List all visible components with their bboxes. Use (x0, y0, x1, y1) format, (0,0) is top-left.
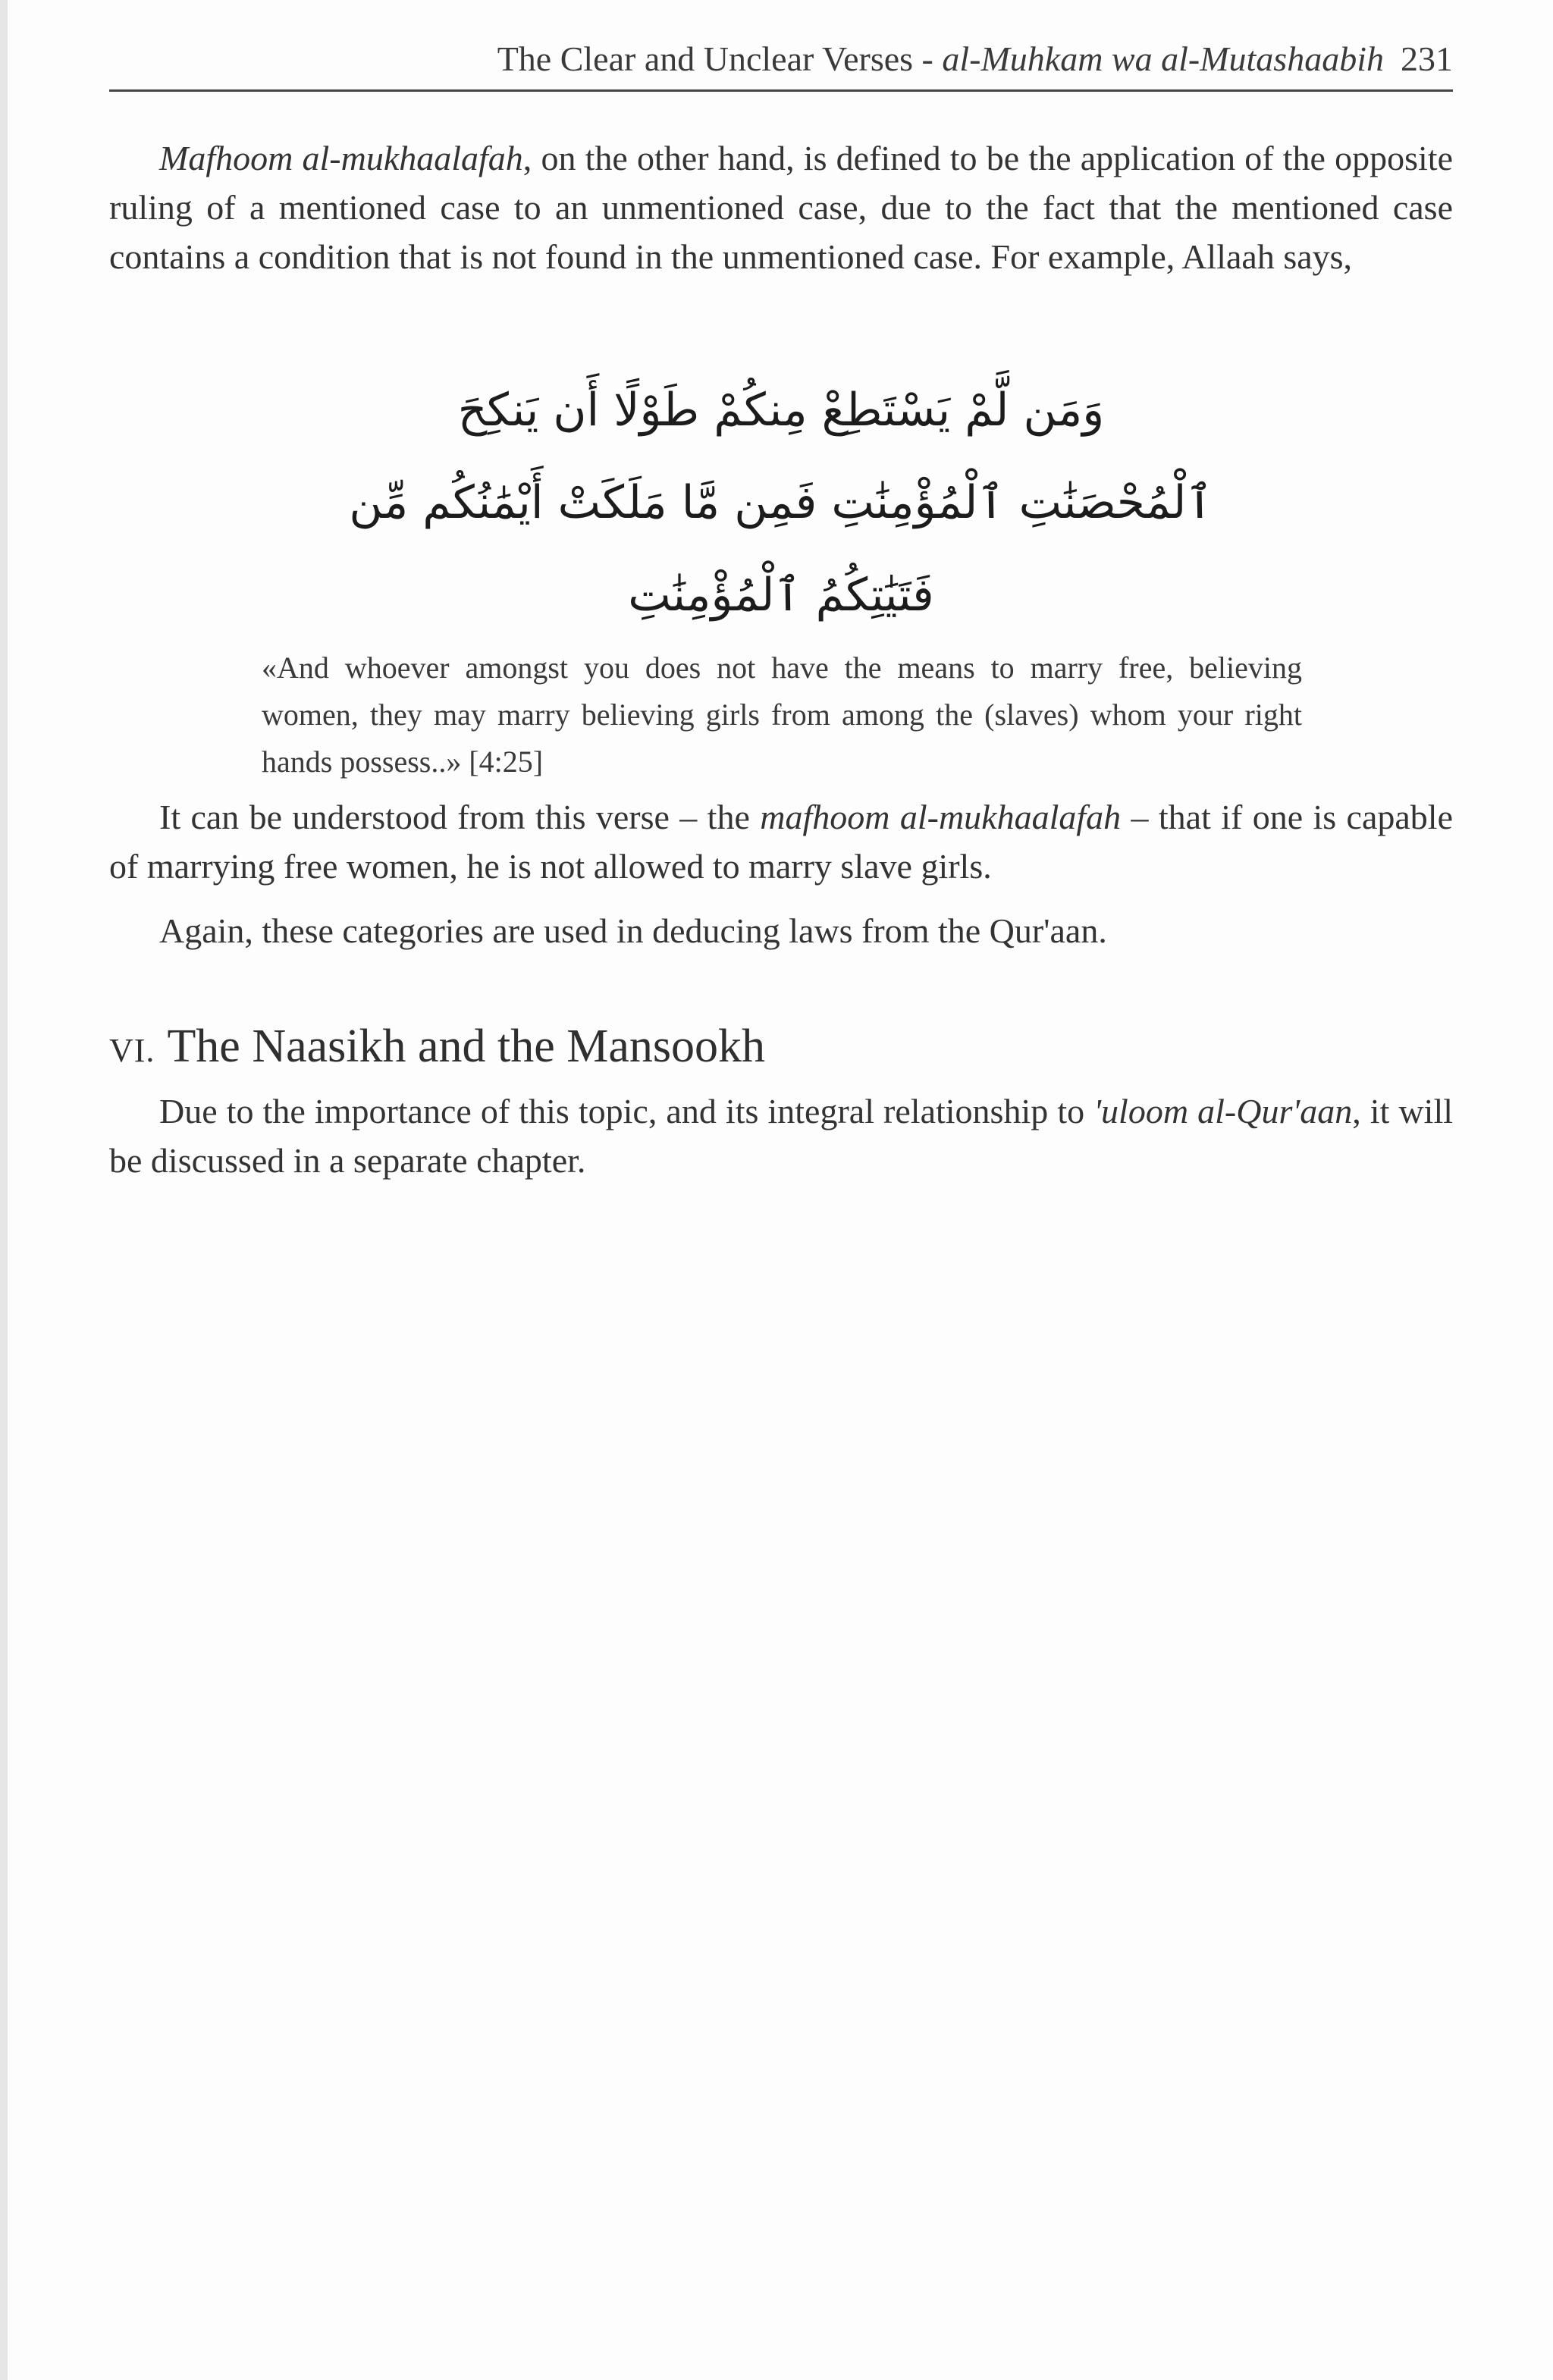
page-number: 231 (1401, 39, 1453, 78)
term-uloom-al-quraan: 'uloom al-Qur'aan (1093, 1092, 1353, 1130)
section-heading (109, 1012, 1453, 1080)
arabic-verse-line-3: فَتَيَٰتِكُمُ ٱلْمُؤْمِنَٰتِ (628, 569, 934, 622)
paragraph-naasikh (109, 1087, 1453, 1185)
arabic-verse (326, 364, 1236, 641)
arabic-verse-line-2: ٱلْمُحْصَنَٰتِ ٱلْمُؤْمِنَٰتِ فَمِن مَّا مَلَكَتْ أَيْمَٰنُكُم مِّن (349, 476, 1213, 529)
paragraph-text: , it will be discussed in a separate chapter. (109, 1092, 1454, 1180)
section-title: The Naasikh and the Mansookh (167, 1021, 766, 1072)
verse-translation: «And whoever amongst you does not have the means to marry free, believing women, they may marry believing girls from among the (slaves) whom your right hands possess..» [4:25] (262, 651, 1302, 779)
paragraph-categories: Again, these categories are used in deducing laws from the Qur'aan. (159, 911, 1107, 950)
paragraph-text: It can be understood from this verse – the (159, 798, 761, 836)
running-header (109, 29, 1453, 89)
header-title: The Clear and Unclear Verses - (497, 39, 943, 78)
paragraph-text: , on the other hand, is defined to be the application of the opposite ruling of a mentioned case to an unmentioned case, due to the fact that the mentioned case contains a condition that is not found in the unmentioned case. For example, Allaah says, (109, 139, 1453, 276)
section-number: VI. (109, 1032, 155, 1069)
term-mafhoom-al-mukhaalafah: Mafhoom al-mukhaalafah (159, 139, 523, 177)
term-mafhoom-al-mukhaalafah: mafhoom al-mukhaalafah (760, 798, 1122, 836)
paragraph-understood (109, 792, 1453, 891)
header-rule (109, 89, 1453, 92)
paragraph-mafhoom-definition (109, 133, 1453, 281)
header-title-italic: al-Muhkam wa al-Mutashaabih (942, 39, 1384, 78)
paragraph-text: Due to the importance of this topic, and its integral relationship to (159, 1092, 1094, 1130)
arabic-verse-line-1: وَمَن لَّمْ يَسْتَطِعْ مِنكُمْ طَوْلًا أَن يَنكِحَ (457, 384, 1105, 437)
paragraph-text: – that if one is capable of marrying free women, he is not allowed to marry slave girls. (109, 798, 1453, 886)
